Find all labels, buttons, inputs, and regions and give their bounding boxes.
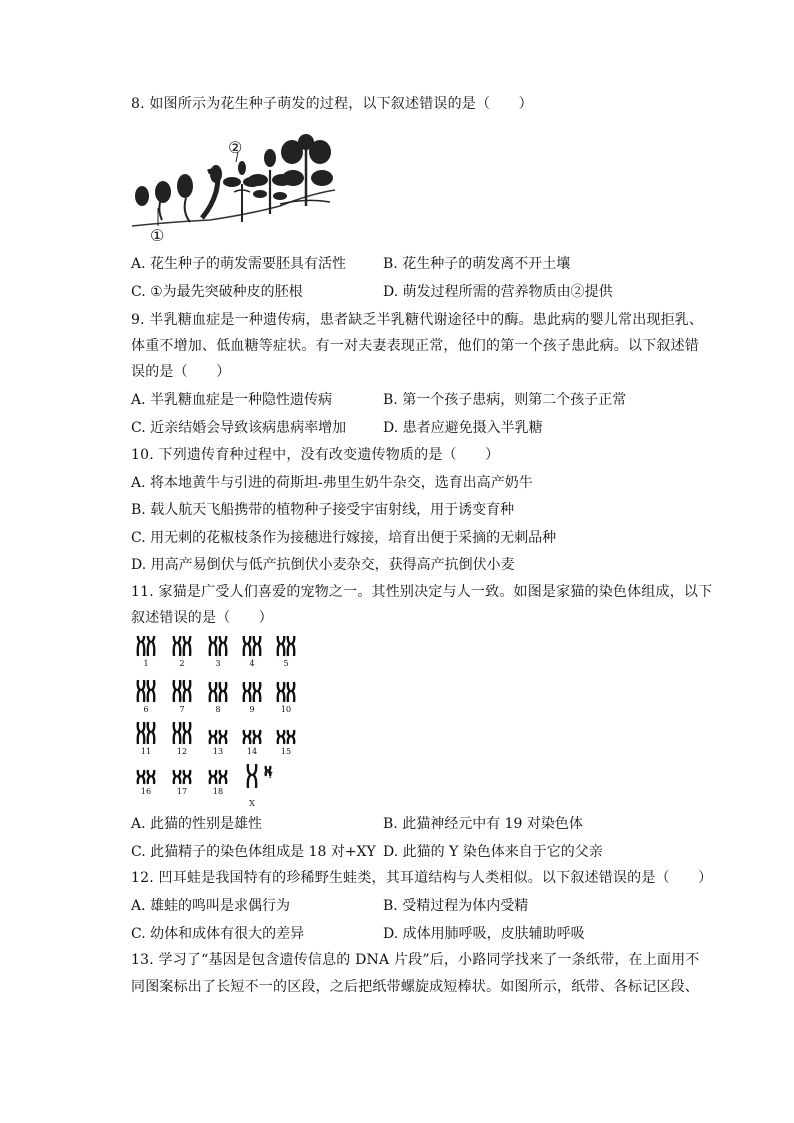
q10-option-d[interactable]: D. 用高产易倒伏与低产抗倒伏小麦杂交，获得高产抗倒伏小麦 — [131, 557, 515, 573]
chromosome-label-16: 16 — [140, 787, 152, 796]
q8-option-a[interactable]: A. 花生种子的萌发需要胚具有活性 — [131, 256, 347, 272]
chromosome-label-9: 9 — [249, 705, 255, 714]
q13-stem-line-1: 13. 学习了“基因是包含遗传信息的 DNA 片段”后，小路同学找来了一条纸带，在上面用不 — [131, 952, 700, 968]
q12-option-a[interactable]: A. 雄蛙的鸣叫是求偶行为 — [131, 898, 291, 914]
q10-option-b[interactable]: B. 载人航天飞船携带的植物种子接受宇宙射线，用于诱变育种 — [131, 502, 515, 518]
chromosome-13 — [210, 730, 227, 756]
chromosome-label-12: 12 — [176, 747, 188, 756]
chromosome-9 — [244, 682, 261, 714]
q9-option-d[interactable]: D. 患者应避免摄入半乳糖 — [383, 420, 543, 436]
chromosome-label-18: 18 — [212, 787, 224, 796]
q9-stem-line-2: 体重不增加、低血糖等症状。有一对夫妻表现正常，他们的第一个孩子患此病。以下叙述错 — [131, 338, 699, 354]
chromosome-18 — [210, 770, 227, 796]
chromosome-3 — [210, 636, 227, 668]
q8-stem: 8. 如图所示为花生种子萌发的过程，以下叙述错误的是（ ） — [131, 96, 533, 112]
chromosome-label-4: 4 — [249, 659, 255, 668]
q11-option-c[interactable]: C. 此猫精子的染色体组成是 18 对+XY — [131, 844, 376, 860]
chromosome-17 — [174, 770, 191, 796]
q12-option-d[interactable]: D. 成体用肺呼吸，皮肤辅助呼吸 — [383, 926, 585, 942]
q11-option-d[interactable]: D. 此猫的 Y 染色体来自于它的父亲 — [383, 844, 603, 860]
chromosome-7 — [174, 680, 191, 714]
chromosome-2 — [174, 636, 191, 668]
chromosome-label-17: 17 — [176, 787, 188, 796]
q13-stem-line-2: 同图案标出了长短不一的区段，之后把纸带螺旋成短棒状。如图所示，纸带、各标记区段、 — [131, 979, 699, 995]
chromosome-14 — [244, 730, 261, 756]
chromosome-label-15: 15 — [280, 747, 292, 756]
q8-label-2: ② — [228, 138, 243, 157]
chromosome-label-10: 10 — [280, 705, 292, 714]
q10-stem: 10. 下列遗传育种过程中，没有改变遗传物质的是（ ） — [131, 447, 500, 463]
q11-option-a[interactable]: A. 此猫的性别是雄性 — [131, 816, 263, 832]
chromosome-X — [248, 764, 256, 808]
q12-option-c[interactable]: C. 幼体和成体有很大的差异 — [131, 926, 305, 942]
chromosome-label-2: 2 — [179, 659, 185, 668]
chromosome-16 — [138, 770, 155, 796]
chromosome-label-1: 1 — [143, 659, 149, 668]
q8-option-d[interactable]: D. 萌发过程所需的营养物质由②提供 — [383, 284, 613, 300]
chromosome-15 — [278, 730, 295, 756]
chromosome-1 — [138, 636, 155, 668]
chromosome-8 — [210, 682, 227, 714]
q8-option-c[interactable]: C. ①为最先突破种皮的胚根 — [131, 284, 303, 300]
chromosome-label-11: 11 — [140, 747, 152, 756]
chromosome-label-8: 8 — [215, 705, 221, 714]
chromosome-label-13: 13 — [212, 747, 224, 756]
q9-stem-line-1: 9. 半乳糖血症是一种遗传病，患者缺乏半乳糖代谢途径中的酶。患此病的婴儿常出现拒乳、 — [131, 312, 704, 328]
q11-stem-line-2: 叙述错误的是（ ） — [131, 610, 273, 626]
chromosome-Y — [266, 766, 274, 780]
q9-option-b[interactable]: B. 第一个孩子患病，则第二个孩子正常 — [383, 392, 627, 408]
cat-karyotype-figure — [128, 636, 308, 808]
chromosome-label-5: 5 — [283, 659, 289, 668]
chromosome-label-Y: Y — [267, 771, 273, 780]
chromosome-label-7: 7 — [179, 705, 185, 714]
q12-stem: 12. 凹耳蛙是我国特有的珍稀野生蛙类，其耳道结构与人类相似。以下叙述错误的是（ ） — [131, 870, 713, 886]
chromosome-5 — [278, 636, 295, 668]
q9-stem-line-3: 误的是（ ） — [131, 364, 231, 380]
chromosome-6 — [138, 680, 155, 714]
q10-option-a[interactable]: A. 将本地黄牛与引进的荷斯坦-弗里生奶牛杂交，选育出高产奶牛 — [131, 475, 533, 491]
q12-option-b[interactable]: B. 受精过程为体内受精 — [383, 898, 529, 914]
q8-option-b[interactable]: B. 花生种子的萌发离不开土壤 — [383, 256, 571, 272]
q11-stem-line-1: 11. 家猫是广受人们喜爱的宠物之一。其性别决定与人一致。如图是家猫的染色体组成，以下 — [131, 584, 713, 600]
chromosome-11 — [138, 722, 155, 756]
q10-option-c[interactable]: C. 用无刺的花椒枝条作为接穗进行嫁接，培育出便于采摘的无刺品种 — [131, 530, 557, 546]
chromosome-label-3: 3 — [215, 659, 221, 668]
q9-option-a[interactable]: A. 半乳糖血症是一种隐性遗传病 — [131, 392, 333, 408]
chromosome-label-X: X — [249, 799, 255, 808]
q8-label-1: ① — [150, 226, 165, 245]
q9-option-c[interactable]: C. 近亲结婚会导致该病患病率增加 — [131, 420, 347, 436]
chromosome-label-6: 6 — [143, 705, 149, 714]
chromosome-label-14: 14 — [246, 747, 258, 756]
q11-option-b[interactable]: B. 此猫神经元中有 19 对染色体 — [383, 816, 583, 832]
chromosome-4 — [244, 636, 261, 668]
chromosome-10 — [278, 682, 295, 714]
chromosome-12 — [174, 722, 191, 756]
